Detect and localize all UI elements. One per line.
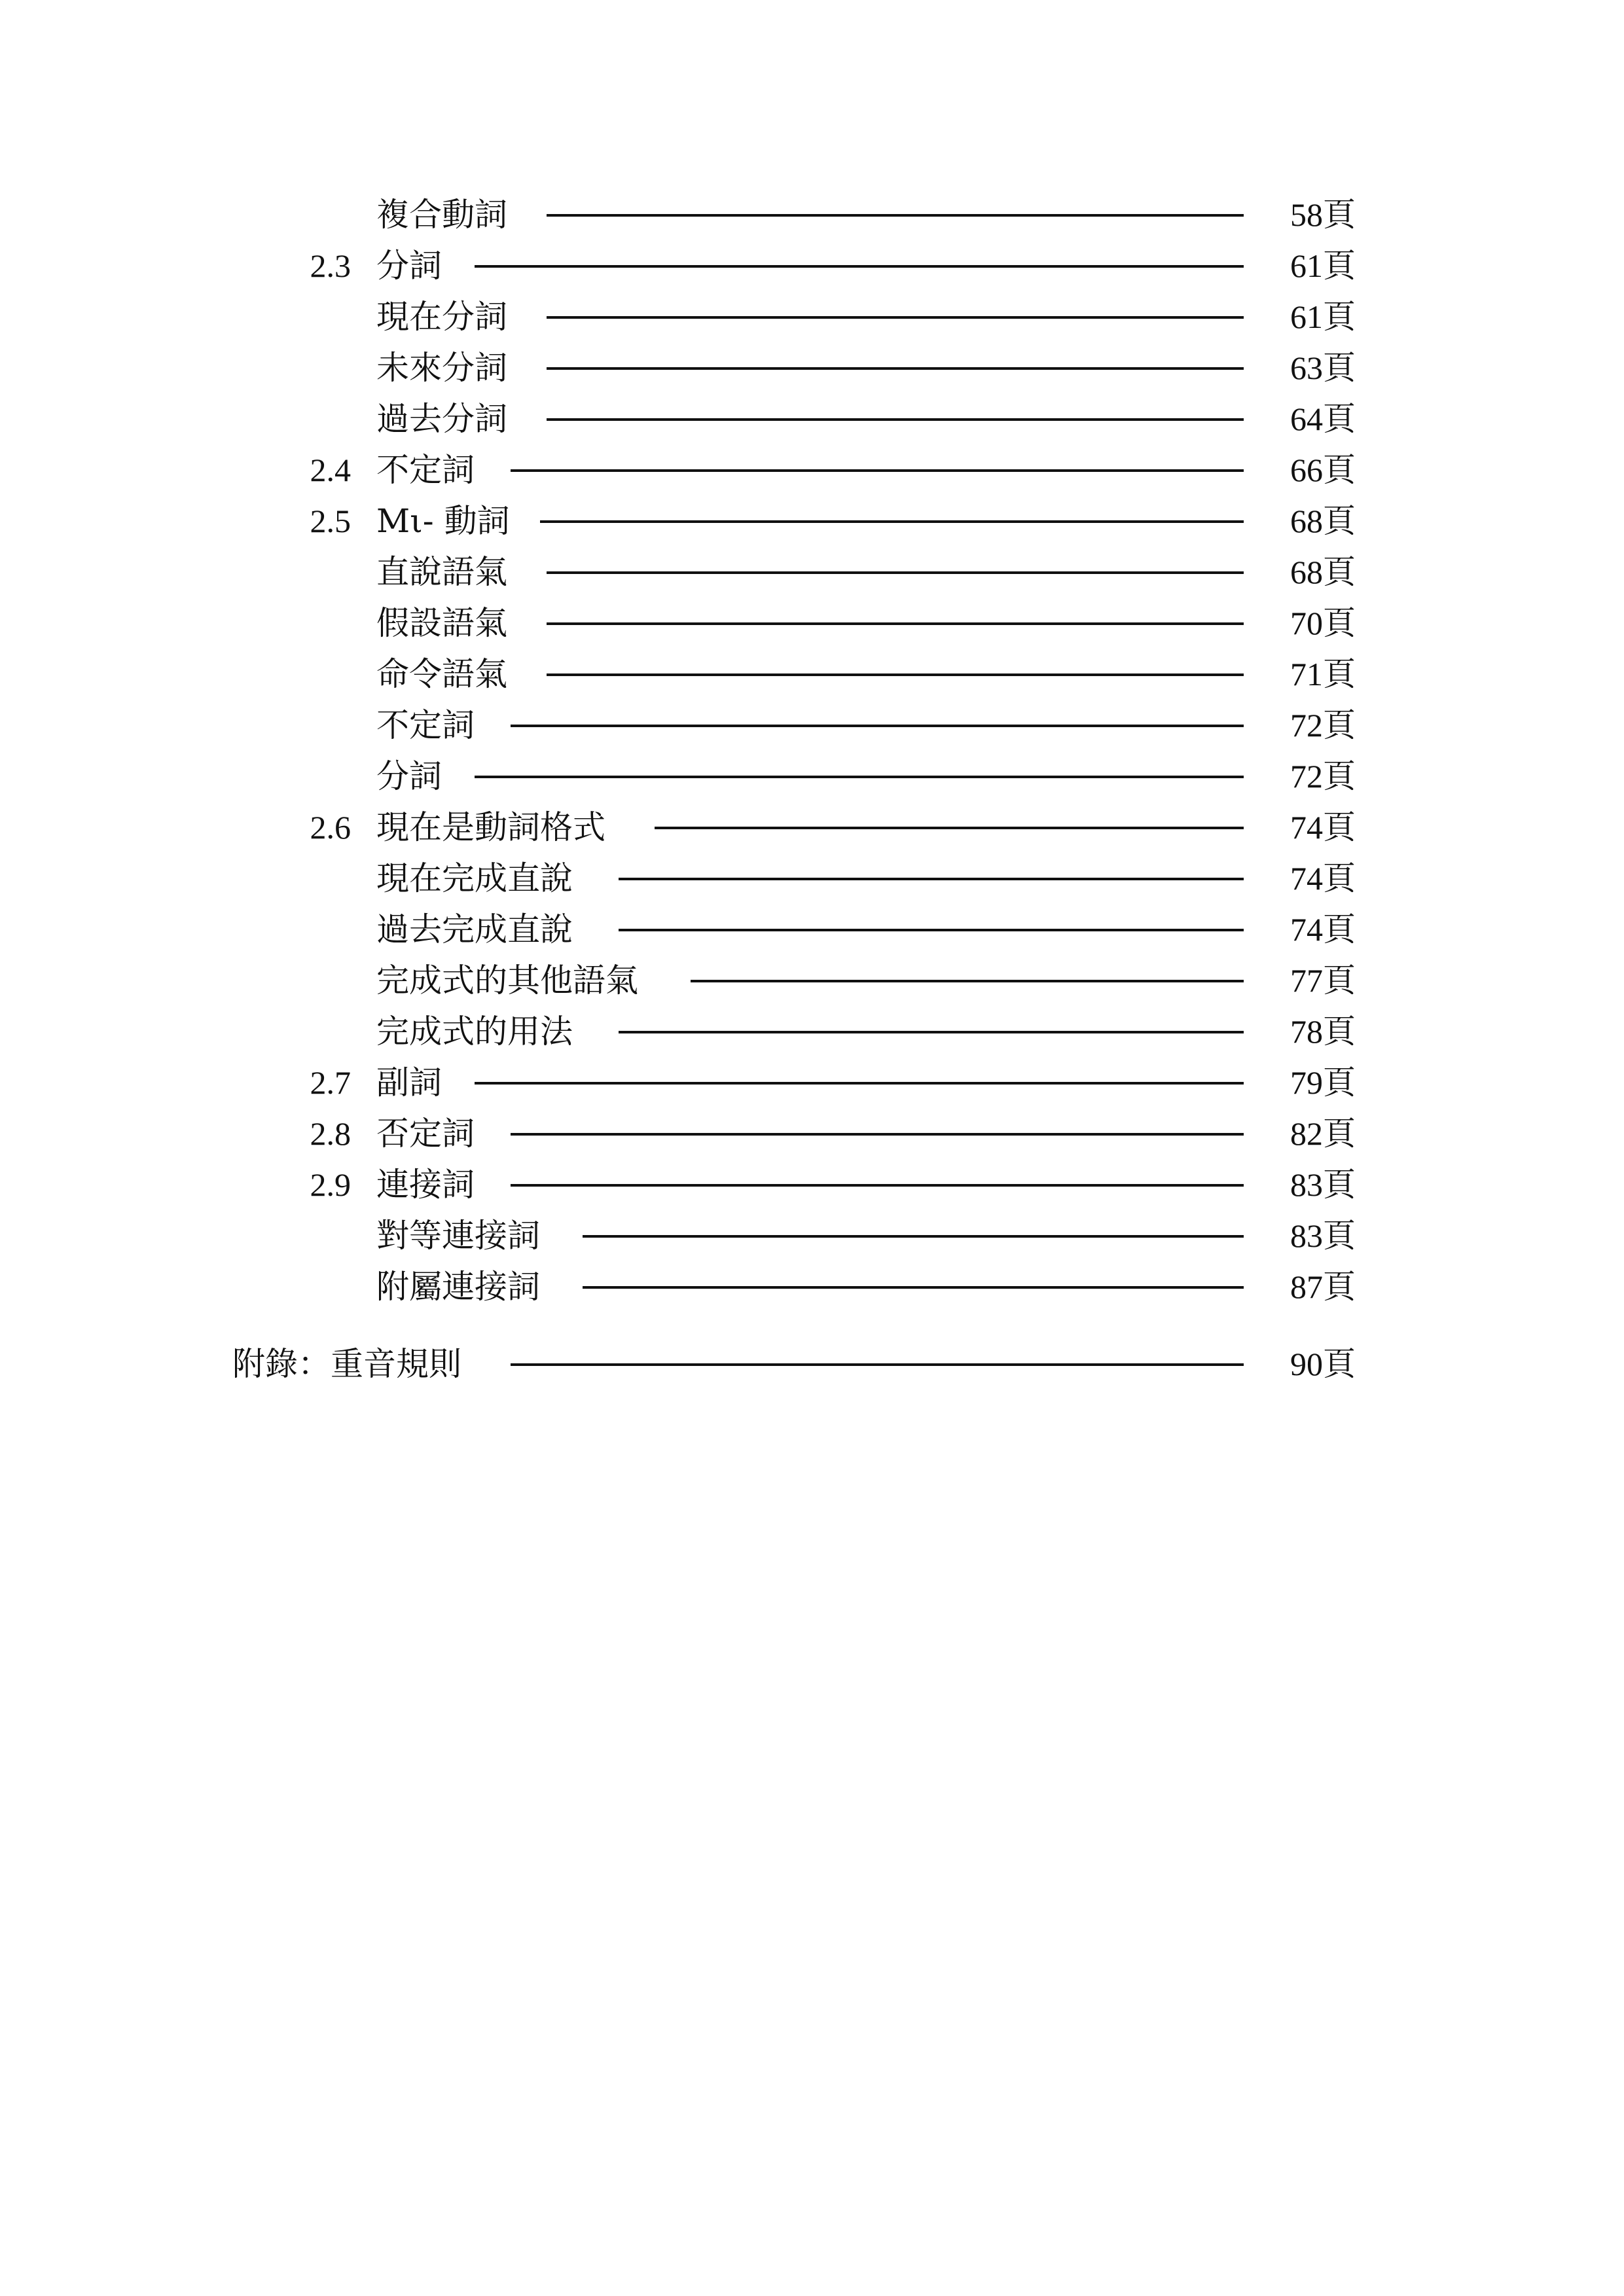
leader-line xyxy=(547,622,1244,625)
page-number: 66 xyxy=(1290,452,1323,488)
leader-line xyxy=(475,776,1244,778)
page-suffix: 頁 xyxy=(1323,349,1356,387)
page-reference xyxy=(1290,904,1356,955)
toc-entry[interactable] xyxy=(0,240,1624,291)
page-suffix: 頁 xyxy=(1323,1013,1356,1050)
entry-title: 過去分詞 xyxy=(376,400,507,438)
toc-entry[interactable] xyxy=(0,342,1624,393)
leader-line xyxy=(547,367,1244,370)
leader-line xyxy=(547,316,1244,319)
toc-entry[interactable] xyxy=(0,853,1624,904)
page-number: 90 xyxy=(1290,1346,1323,1382)
toc-entry[interactable] xyxy=(0,700,1624,751)
page-suffix: 頁 xyxy=(1323,1064,1356,1102)
page-reference xyxy=(1290,1159,1356,1210)
page-suffix: 頁 xyxy=(1323,451,1356,489)
leader-line xyxy=(540,520,1244,523)
page-suffix: 頁 xyxy=(1323,247,1356,285)
leader-line xyxy=(511,725,1244,727)
entry-title: 完成式的其他語氣 xyxy=(376,961,638,999)
page-reference xyxy=(1290,393,1356,444)
entry-title: 否定詞 xyxy=(376,1115,475,1153)
page-reference xyxy=(1290,1006,1356,1057)
section-number: 2.9 xyxy=(310,1166,351,1203)
entry-title: 現在是動詞格式 xyxy=(376,808,605,846)
toc-entry[interactable] xyxy=(0,955,1624,1006)
page-reference xyxy=(1290,240,1356,291)
page-number: 72 xyxy=(1290,758,1323,795)
page-suffix: 頁 xyxy=(1323,298,1356,336)
page-suffix: 頁 xyxy=(1323,706,1356,744)
entry-title: 複合動詞 xyxy=(376,196,507,234)
entry-title: 不定詞 xyxy=(376,451,475,489)
page-reference xyxy=(1290,444,1356,495)
toc-entry[interactable] xyxy=(0,1108,1624,1159)
page-number: 63 xyxy=(1290,350,1323,386)
page-reference xyxy=(1290,751,1356,802)
page-suffix: 頁 xyxy=(1323,502,1356,540)
entry-title: 現在完成直說 xyxy=(376,859,573,897)
toc-entry[interactable] xyxy=(0,547,1624,598)
toc-entry[interactable] xyxy=(0,444,1624,495)
page-number: 83 xyxy=(1290,1217,1323,1254)
section-number: 2.5 xyxy=(310,503,351,539)
page-number: 82 xyxy=(1290,1115,1323,1152)
entry-title: 直說語氣 xyxy=(376,553,507,591)
page-suffix: 頁 xyxy=(1323,1217,1356,1255)
entry-title: 分詞 xyxy=(376,247,442,285)
page-suffix: 頁 xyxy=(1323,910,1356,948)
page-reference xyxy=(1290,1338,1356,1390)
leader-line xyxy=(511,1133,1244,1136)
page-number: 68 xyxy=(1290,554,1323,590)
toc-entry[interactable] xyxy=(0,1057,1624,1108)
page-number: 83 xyxy=(1290,1166,1323,1203)
page-reference xyxy=(1290,342,1356,393)
page-suffix: 頁 xyxy=(1323,1268,1356,1306)
entry-title: 連接詞 xyxy=(376,1166,475,1204)
leader-line xyxy=(475,265,1244,268)
leader-line xyxy=(511,1184,1244,1187)
page-suffix: 頁 xyxy=(1323,604,1356,642)
leader-line xyxy=(619,878,1244,880)
page-suffix: 頁 xyxy=(1323,1345,1356,1383)
page-reference xyxy=(1290,598,1356,649)
leader-line xyxy=(547,571,1244,574)
entry-title: 對等連接詞 xyxy=(376,1217,540,1255)
page-number: 61 xyxy=(1290,247,1323,284)
toc-entry[interactable] xyxy=(0,598,1624,649)
page-reference xyxy=(1290,291,1356,342)
entry-title: 假設語氣 xyxy=(376,604,507,642)
entry-title: 分詞 xyxy=(376,757,442,795)
entry-title: 附屬連接詞 xyxy=(376,1268,540,1306)
section-number: 2.4 xyxy=(310,452,351,488)
leader-line xyxy=(511,1363,1244,1366)
page-number: 87 xyxy=(1290,1268,1323,1305)
leader-line xyxy=(619,929,1244,931)
page-number: 68 xyxy=(1290,503,1323,539)
toc-entry[interactable] xyxy=(0,649,1624,700)
entry-title: 副詞 xyxy=(376,1064,442,1102)
page-reference xyxy=(1290,495,1356,547)
toc-entry[interactable] xyxy=(0,1159,1624,1210)
page-suffix: 頁 xyxy=(1323,961,1356,999)
leader-line xyxy=(655,827,1244,829)
leader-line xyxy=(547,418,1244,421)
toc-entry[interactable] xyxy=(0,393,1624,444)
toc-entry[interactable] xyxy=(0,751,1624,802)
page-number: 58 xyxy=(1290,196,1323,233)
leader-line xyxy=(475,1082,1244,1085)
page-suffix: 頁 xyxy=(1323,1115,1356,1153)
page-number: 64 xyxy=(1290,401,1323,437)
toc-entry[interactable] xyxy=(0,1210,1624,1261)
toc-entry[interactable] xyxy=(0,189,1624,240)
page-reference xyxy=(1290,1261,1356,1312)
page-suffix: 頁 xyxy=(1323,757,1356,795)
page-suffix: 頁 xyxy=(1323,808,1356,846)
page-reference xyxy=(1290,802,1356,853)
page-suffix: 頁 xyxy=(1323,400,1356,438)
leader-line xyxy=(619,1031,1244,1033)
page-reference xyxy=(1290,853,1356,904)
toc-entry[interactable] xyxy=(0,291,1624,342)
page-number: 74 xyxy=(1290,911,1323,948)
toc-entry[interactable] xyxy=(0,495,1624,547)
entry-title: Mι- 動詞 xyxy=(376,502,510,540)
page-reference xyxy=(1290,700,1356,751)
page-suffix: 頁 xyxy=(1323,1166,1356,1204)
section-number: 2.3 xyxy=(310,247,351,284)
toc-entry[interactable] xyxy=(0,1006,1624,1057)
toc-entry[interactable] xyxy=(0,904,1624,955)
section-number: 2.8 xyxy=(310,1115,351,1152)
page-number: 78 xyxy=(1290,1013,1323,1050)
leader-line xyxy=(547,214,1244,217)
leader-line xyxy=(583,1235,1244,1238)
page-number: 72 xyxy=(1290,707,1323,744)
entry-title: 過去完成直說 xyxy=(376,910,573,948)
entry-title: 完成式的用法 xyxy=(376,1013,573,1050)
toc-entry[interactable] xyxy=(0,1261,1624,1312)
toc-entry[interactable] xyxy=(0,802,1624,853)
page-reference xyxy=(1290,649,1356,700)
page-number: 74 xyxy=(1290,809,1323,846)
page-reference xyxy=(1290,547,1356,598)
page-number: 61 xyxy=(1290,298,1323,335)
entry-title: 命令語氣 xyxy=(376,655,507,693)
leader-line xyxy=(691,980,1244,982)
leader-line xyxy=(547,673,1244,676)
section-number: 2.6 xyxy=(310,809,351,846)
page-number: 79 xyxy=(1290,1064,1323,1101)
page-suffix: 頁 xyxy=(1323,859,1356,897)
entry-title: 不定詞 xyxy=(376,706,475,744)
page-number: 71 xyxy=(1290,656,1323,692)
leader-line xyxy=(511,469,1244,472)
page-number: 77 xyxy=(1290,962,1323,999)
page-reference xyxy=(1290,189,1356,240)
page-number: 70 xyxy=(1290,605,1323,641)
appendix-title: 附錄：重音規則 xyxy=(232,1345,461,1383)
toc-appendix-entry[interactable] xyxy=(0,1338,1624,1390)
page-reference xyxy=(1290,1108,1356,1159)
page-suffix: 頁 xyxy=(1323,655,1356,693)
page-number: 74 xyxy=(1290,860,1323,897)
entry-title: 現在分詞 xyxy=(376,298,507,336)
page-reference xyxy=(1290,955,1356,1006)
section-number: 2.7 xyxy=(310,1064,351,1101)
leader-line xyxy=(583,1286,1244,1289)
page-reference xyxy=(1290,1057,1356,1108)
page-suffix: 頁 xyxy=(1323,553,1356,591)
page-suffix: 頁 xyxy=(1323,196,1356,234)
page-reference xyxy=(1290,1210,1356,1261)
entry-title: 未來分詞 xyxy=(376,349,507,387)
